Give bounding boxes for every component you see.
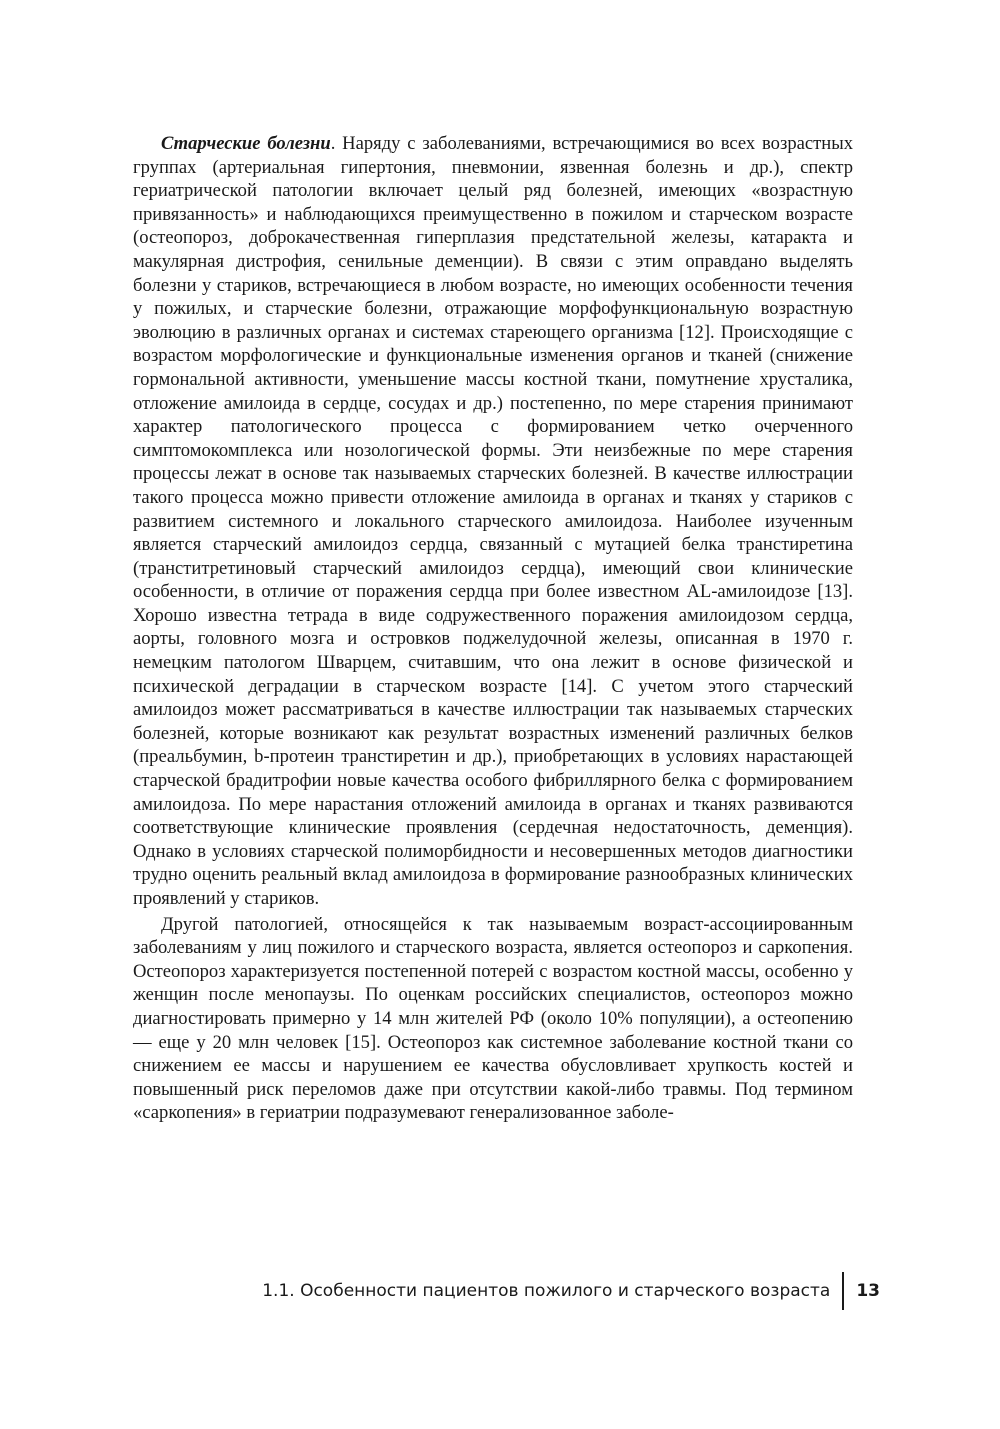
paragraph-osteoporosis: Другой патологией, относящейся к так называемым возраст-ассоциированным заболеваниям у лиц пожилого и старческого возраста, является остеопороз и саркопения. Остеопороз характеризуется постепенной потерей с возрастом костной массы, особенно у женщин после менопаузы. По оценкам российских специалистов, остеопороз можно диагностировать примерно у 14 млн жителей РФ (около 10% популяции), а остеопению — еще у 20 млн человек [15]. Остеопороз как системное заболевание костной ткани со снижением ее массы и нарушением ее качества обусловливает хрупкость костей и повышенный риск переломов даже при отсутствии какой-либо травмы. Под термином «саркопения» в гериатрии подразумевают генерализованное заболе-: [133, 913, 853, 1124]
running-title: 1.1. Особенности пациентов пожилого и старческого возраста: [262, 1281, 831, 1301]
main-text: [133, 132, 853, 1125]
paragraph-body: . Наряду с заболеваниями, встречающимися во всех возрастных группах (артериальная гипертония, пневмонии, язвенная болезнь и др.), спектр гериатрической патологии включает целый ряд болезней, имеющих «возрастную привязанность» и наблюдающихся преимущественно в пожилом и старческом возрасте (остеопороз, доброкачественная гиперплазия предстательной железы, катаракта и макулярная дистрофия, сенильные деменции). В связи с этим оправдано выделять болезни у стариков, встречающиеся в любом возрасте, но имеющих особенности течения у пожилых, и старческие болезни, отражающие морфофункциональную возрастную эволюцию в различных органах и системах стареющего организма [12]. Происходящие с возрастом морфологические и функциональные изменения органов и тканей (снижение гормональной активности, уменьшение массы костной ткани, помутнение хрусталика, отложение амилоида в сердце, сосудах и др.) постепенно, по мере старения принимают характер патологического процесса с формированием четко очерченного симптомокомплекса или нозологической формы. Эти неизбежные по мере старения процессы лежат в основе так называемых старческих болезней. В качестве иллюстрации такого процесса можно привести отложение амилоида в органах и тканях у стариков с развитием системного и локального старческого амилоидоза. Наиболее изученным является старческий амилоидоз сердца, связанный с мутацией белка транстиретина (транститретиновый старческий амилоидоз сердца), имеющий свои клинические особенности, в отличие от поражения сердца при более известном AL-амилоидозе [13]. Хорошо известна тетрада в виде содружественного поражения амилоидозом сердца, аорты, головного мозга и островков поджелудочной железы, описанная в 1970 г. немецким патологом Шварцем, считавшим, что она лежит в основе физической и психической деградации в старческом возрасте [14]. С учетом этого старческий амилоидоз может рассматриваться в качестве иллюстрации так называемых старческих болезней, которые возникают как результат возрастных изменений различных белков (преальбумин, b-протеин транстиретин и др.), приобретающих в условиях нарастающей старческой брадитрофии новые качества особого фибриллярного белка с формированием амилоидоза. По мере нарастания отложений амилоида в органах и тканях развиваются соответствующие клинические проявления (сердечная недостаточность, деменция). Однако в условиях старческой полиморбидности и несовершенных методов диагностики трудно оценить реальный вклад амилоидоза в формирование разнообразных клинических проявлений у стариков.: [133, 133, 853, 909]
page-footer: [262, 1271, 880, 1311]
paragraph-run-in-heading: Старческие болезни: [161, 133, 331, 154]
page-number: 13: [856, 1281, 880, 1301]
footer-divider: [842, 1272, 844, 1310]
paragraph-senile-diseases: [133, 132, 853, 911]
